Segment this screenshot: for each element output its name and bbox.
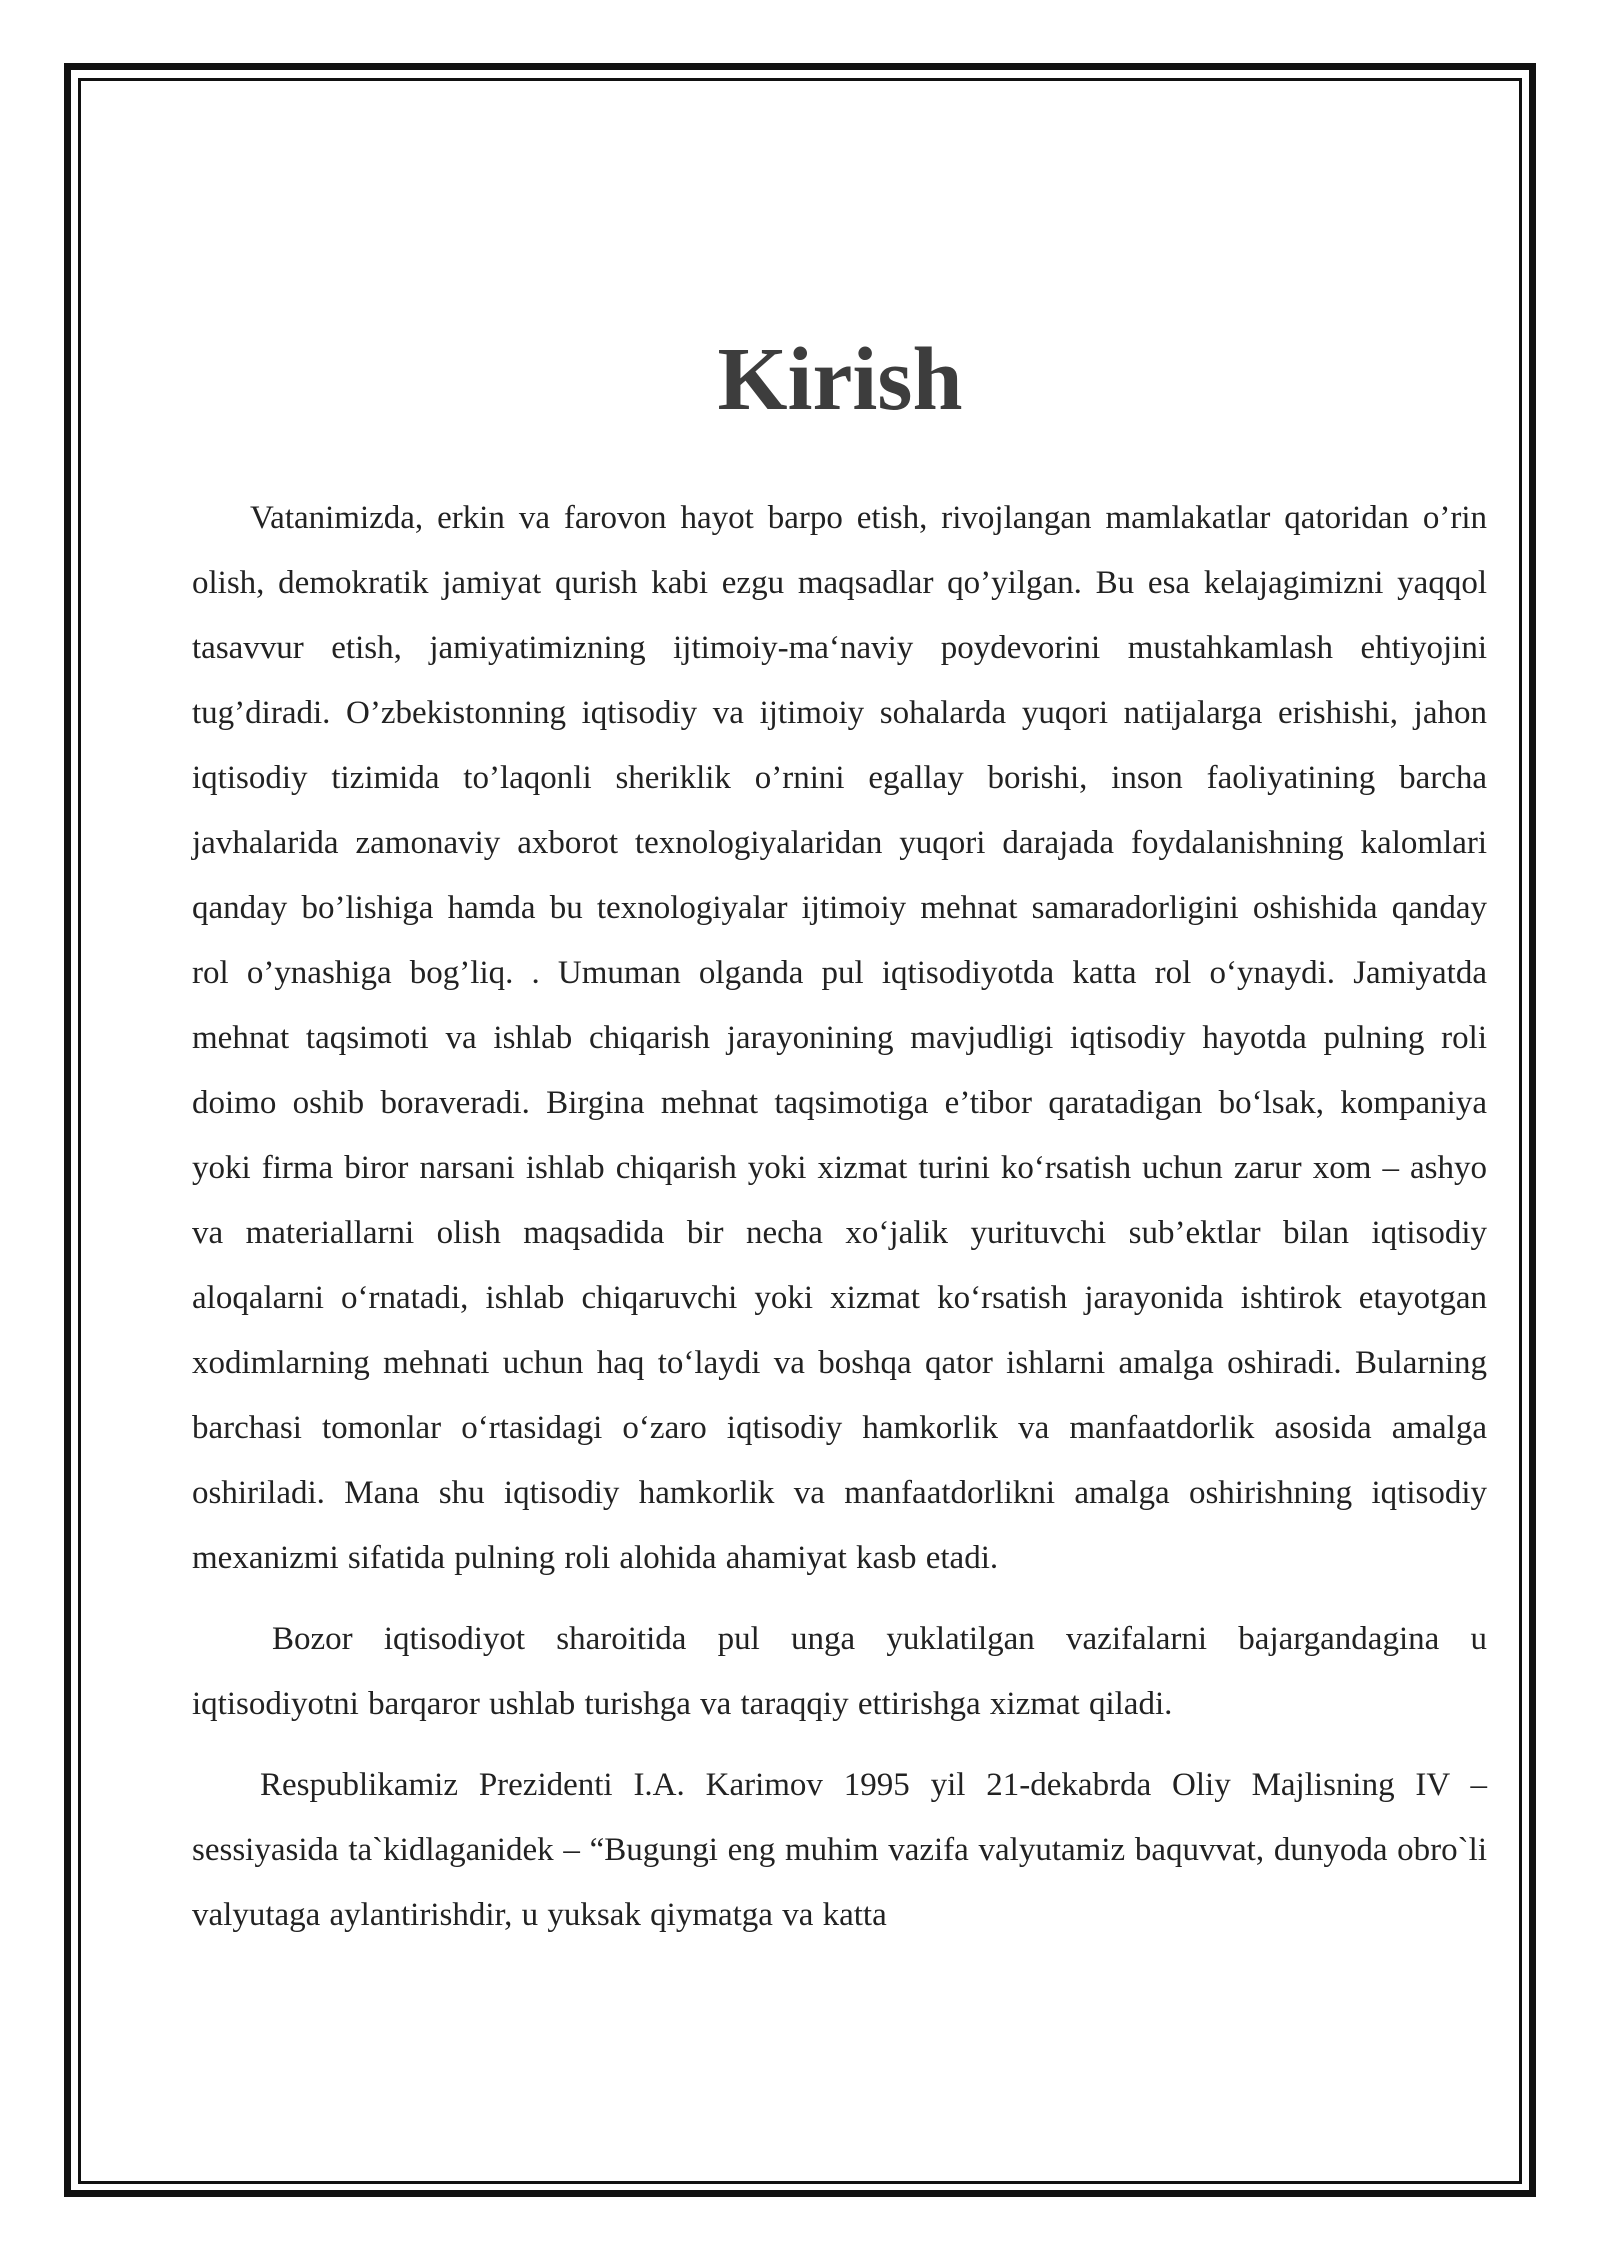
page-title: Kirish [717,330,963,429]
paragraph-market-economy: Bozor iqtisodiyot sharoitida pul unga yuklatilgan vazifalarni bajargandagina u iqtisodiyotni barqaror ushlab turishga va taraqqiy ettirishga xizmat qiladi. [192,1621,1487,1722]
paragraph-president-quote: Respublikamiz Prezidenti I.A. Karimov 1995 yil 21-dekabrda Oliy Majlisning IV – sessiyasida ta`kidlaganidek – “Bugungi eng muhim vazifa valyutamiz baquvvat, dunyoda obro`li valyutaga aylantirishdir, u yuksak qiymatga va katta [192,1767,1487,1933]
document-body [192,486,1487,1948]
paragraph-intro: Vatanimizda, erkin va farovon hayot barpo etish, rivojlangan mamlakatlar qatoridan o’rin olish, demokratik jamiyat qurish kabi ezgu maqsadlar qo’yilgan. Bu esa kelajagimizni yaqqol tasavvur etish, jamiyatimizning ijtimoiy-ma‘naviy poydevorini mustahkamlash ehtiyojini tug’diradi. O’zbekistonning iqtisodiy va ijtimoiy sohalarda yuqori natijalarga erishishi, jahon iqtisodiy tizimida to’laqonli sheriklik o’rnini egallay borishi, inson faoliyatining barcha javhalarida zamonaviy axborot texnologiyalaridan yuqori darajada foydalanishning kalomlari qanday bo’lishiga hamda bu texnologiyalar ijtimoiy mehnat samaradorligini oshishida qanday rol o’ynashiga bog’liq. . Umuman olganda pul iqtisodiyotda katta rol o‘ynaydi. Jamiyatda mehnat taqsimoti va ishlab chiqarish jarayonining mavjudligi iqtisodiy hayotda pulning roli doimo oshib boraveradi. Birgina mehnat taqsimotiga e’tibor qaratadigan bo‘lsak, kompaniya yoki firma biror narsani ishlab chiqarish yoki xizmat turini ko‘rsatish uchun zarur xom – ashyo va materiallarni olish maqsadida bir necha xo‘jalik yurituvchi sub’ektlar bilan iqtisodiy aloqalarni o‘rnatadi, ishlab chiqaruvchi yoki xizmat ko‘rsatish jarayonida ishtirok etayotgan xodimlarning mehnati uchun haq to‘laydi va boshqa qator ishlarni amalga oshiradi. Bularning barchasi tomonlar o‘rtasidagi o‘zaro iqtisodiy hamkorlik va manfaatdorlik asosida amalga oshiriladi. Mana shu iqtisodiy hamkorlik va manfaatdorlikni amalga oshirishning iqtisodiy mexanizmi sifatida pulning roli alohida ahamiyat kasb etadi. [192,500,1487,1576]
